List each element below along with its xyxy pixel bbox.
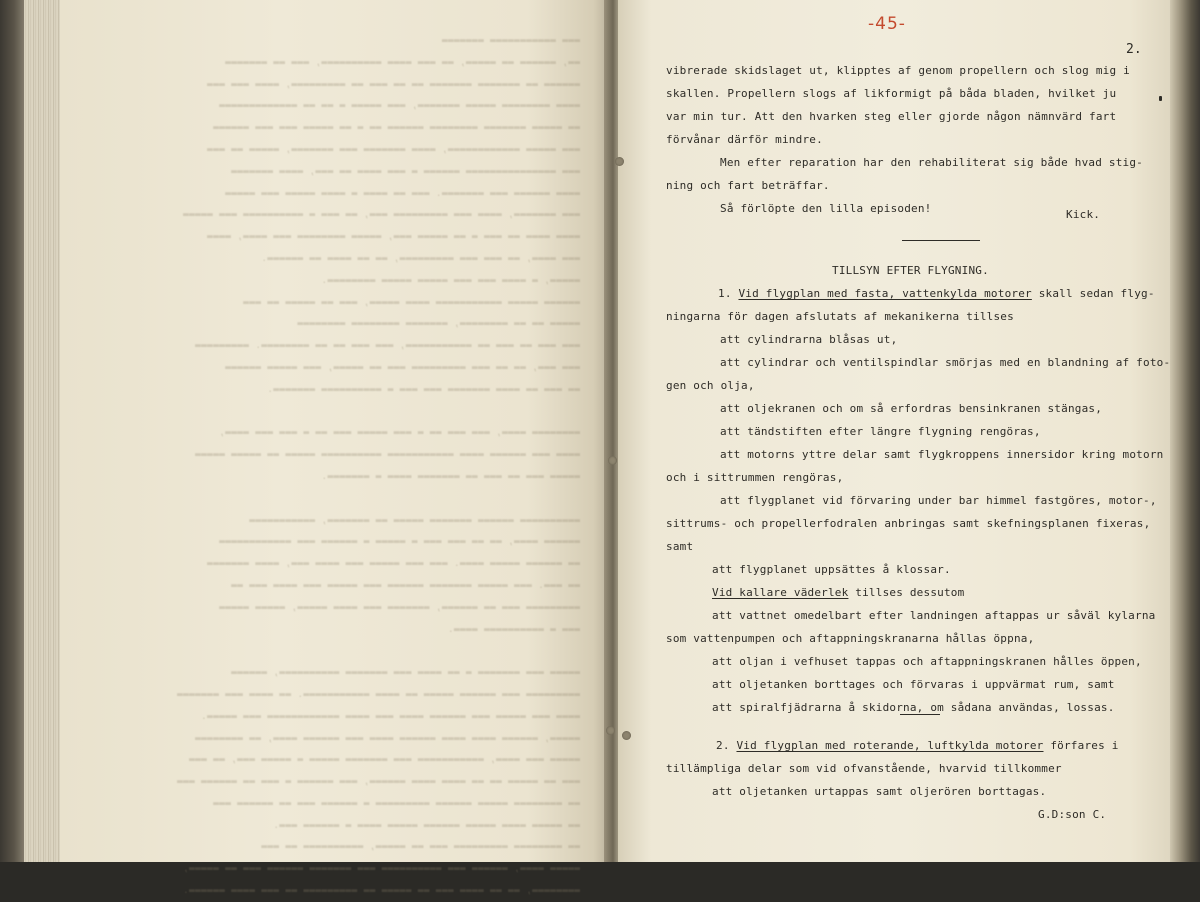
text-line: att cylindrar och ventilspindlar smörjas med en blandning af foto-	[720, 356, 1171, 369]
text-line: samt	[666, 540, 694, 553]
text-line: var min tur. Att den hvarken steg eller gjorde någon nämnvärd fart	[666, 110, 1117, 123]
binding-hole	[622, 731, 631, 740]
text-line: ningarna för dagen afslutats af mekanikerna tillses	[666, 310, 1014, 323]
text-line: att oljetanken urtappas samt oljerören borttagas.	[712, 785, 1047, 798]
item-1-heading-rest: skall sedan flyg-	[1038, 287, 1155, 300]
item-2-heading-line	[716, 739, 1119, 752]
text-line: som vattenpumpen och aftappningskranarna hållas öppna,	[666, 632, 1035, 645]
text-line: att oljan i vefhuset tappas och aftappningskranen hålles öppen,	[712, 655, 1142, 668]
handwritten-page-number: -45-	[868, 14, 906, 34]
cold-weather-heading-line	[712, 586, 964, 599]
item-1-heading: Vid flygplan med fasta, vattenkylda motorer	[738, 287, 1032, 300]
text-line: att cylindrarna blåsas ut,	[720, 333, 898, 346]
text-line: och i sittrummen rengöras,	[666, 471, 844, 484]
ink-speck	[1159, 96, 1162, 101]
text-line: vibrerade skidslaget ut, klipptes af genom propellern och slog mig i	[666, 64, 1130, 77]
text-line: att tändstiften efter längre flygning rengöras,	[720, 425, 1041, 438]
text-line: skallen. Propellern slogs af likformigt på båda bladen, hvilket ju	[666, 87, 1117, 100]
section-divider	[900, 714, 940, 715]
cold-weather-heading-rest: tillses dessutom	[855, 586, 965, 599]
item-1-heading-line	[718, 287, 1155, 300]
book-right-edge	[1170, 0, 1200, 862]
text-line: att oljetanken borttages och förvaras i uppvärmat rum, samt	[712, 678, 1115, 691]
item-2-heading: Vid flygplan med roterande, luftkylda motorer	[736, 739, 1044, 752]
typed-page-number: 2.	[1126, 42, 1142, 57]
item-1-number: 1.	[718, 287, 732, 300]
text-line: att flygplanet uppsättes å klossar.	[712, 563, 951, 576]
text-line: att motorns yttre delar samt flygkroppens innersidor kring motorn	[720, 448, 1164, 461]
binding-hole	[608, 456, 617, 465]
text-line: tillämpliga delar som vid ofvanstående, hvarvid tillkommer	[666, 762, 1062, 775]
text-line: gen och olja,	[666, 379, 755, 392]
text-line: sittrums- och propellerfodralen anbringas samt skefningsplanen fixeras,	[666, 517, 1151, 530]
text-line: att spiralfjädrarna å skidorna, om sådana användas, lossas.	[712, 701, 1115, 714]
cold-weather-heading: Vid kallare väderlek	[712, 586, 849, 599]
section-divider	[902, 240, 980, 241]
text-line: förvånar därför mindre.	[666, 133, 823, 146]
text-line: att flygplanet vid förvaring under bar himmel fastgöres, motor-,	[720, 494, 1157, 507]
binding-hole	[615, 157, 624, 166]
item-2-heading-rest: förfares i	[1050, 739, 1119, 752]
section-title: TILLSYN EFTER FLYGNING.	[832, 264, 989, 277]
text-line: att oljekranen och om så erfordras bensinkranen stängas,	[720, 402, 1103, 415]
text-line: Så förlöpte den lilla episoden!	[720, 202, 932, 215]
text-line: Men efter reparation har den rehabiliterat sig både hvad stig-	[720, 156, 1143, 169]
book-page-edges	[24, 0, 64, 862]
item-2-number: 2.	[716, 739, 730, 752]
text-line: ning och fart beträffar.	[666, 179, 830, 192]
signature-gdson: G.D:son C.	[1038, 808, 1107, 821]
text-line: att vattnet omedelbart efter landningen aftappas ur såväl kylarna	[712, 609, 1156, 622]
binding-hole	[606, 726, 615, 735]
signature-kick: Kick.	[1066, 208, 1101, 221]
left-page-bleedthrough: ▬▬▬ ▬▬▬▬▬▬▬▬▬▬▬ ▬▬▬▬▬▬▬ ▬▬, ▬▬▬▬▬▬ ▬▬ ▬▬▬▬▬, ▬▬ ▬▬▬ ▬▬▬▬ ▬▬▬▬▬▬▬▬▬▬, ▬▬▬ ▬▬ ▬▬▬▬▬▬▬ ▬▬▬▬▬▬ ▬▬ ▬▬▬▬▬▬▬ ▬▬▬▬▬▬▬ ▬▬ ▬▬ ▬▬▬ ▬▬ ▬▬▬▬▬▬▬▬▬, ▬▬▬▬ ▬▬▬ ▬▬▬ ▬▬▬▬ ▬▬▬▬▬▬▬▬ ▬▬▬▬▬ ▬▬▬▬▬▬▬, ▬▬▬ ▬▬▬▬▬ ▬ ▬▬ ▬▬ ▬▬▬▬▬▬▬▬▬▬▬▬▬ ▬▬ ▬▬▬▬▬ ▬▬▬▬▬▬▬ ▬▬▬▬▬▬▬▬ ▬▬▬▬▬▬ ▬▬ ▬ ▬▬ ▬▬▬▬▬ ▬▬▬ ▬▬▬ ▬▬▬▬▬▬ ▬▬▬ ▬▬▬▬▬ ▬▬▬▬▬▬▬▬▬▬▬▬, ▬▬▬▬ ▬▬▬▬▬▬▬ ▬▬▬ ▬▬▬▬▬▬▬, ▬▬▬▬▬ ▬▬ ▬▬▬ ▬▬▬ ▬▬▬▬▬▬▬▬▬▬▬▬▬▬▬ ▬▬▬▬▬▬ ▬ ▬▬▬ ▬▬▬▬ ▬▬ ▬▬▬, ▬▬▬▬ ▬▬▬▬▬▬▬ ▬▬▬▬ ▬▬▬▬▬▬ ▬▬▬ ▬▬▬▬▬▬▬. ▬▬▬ ▬▬ ▬▬▬▬ ▬ ▬▬▬▬ ▬▬▬▬▬ ▬▬▬ ▬▬▬▬▬ ▬▬▬ ▬▬▬▬▬▬▬, ▬▬▬▬ ▬▬▬ ▬▬▬▬▬▬▬▬▬ ▬▬▬, ▬▬ ▬▬▬ ▬ ▬▬▬▬▬▬▬▬▬▬ ▬▬▬ ▬▬▬▬▬ ▬▬▬▬ ▬▬▬▬ ▬▬ ▬▬▬ ▬ ▬▬ ▬▬▬▬▬ ▬▬▬, ▬▬▬▬▬ ▬▬▬▬▬▬▬▬ ▬▬▬ ▬▬▬▬, ▬▬▬▬ ▬▬▬ ▬▬▬▬, ▬▬ ▬▬▬ ▬▬▬ ▬▬▬▬▬▬▬▬▬, ▬▬ ▬▬ ▬▬▬▬ ▬▬ ▬▬▬▬▬▬. ▬▬▬▬▬, ▬ ▬▬▬▬ ▬▬▬ ▬▬▬ ▬▬▬▬▬ ▬▬▬▬▬ ▬▬▬▬▬▬▬▬. ▬▬▬▬▬▬ ▬▬▬▬▬ ▬▬▬▬▬▬▬▬▬▬▬ ▬▬▬▬ ▬▬▬▬▬, ▬▬▬ ▬▬ ▬▬▬▬▬ ▬▬ ▬▬▬ ▬▬▬▬▬ ▬▬ ▬▬ ▬▬▬▬▬▬▬▬, ▬▬▬▬▬▬▬ ▬▬▬▬▬▬▬▬ ▬▬▬▬▬▬▬▬ ▬▬▬ ▬▬▬ ▬▬ ▬▬▬ ▬▬ ▬▬▬▬▬▬▬▬▬▬▬, ▬▬▬ ▬▬▬ ▬▬ ▬▬ ▬▬▬▬▬▬▬▬. ▬▬▬▬▬▬▬▬▬ ▬▬▬ ▬▬▬, ▬▬ ▬▬ ▬▬▬ ▬▬▬▬▬▬▬▬▬ ▬▬▬ ▬▬ ▬▬▬▬▬, ▬▬▬ ▬▬▬▬▬ ▬▬▬▬▬▬ ▬▬ ▬▬▬ ▬▬ ▬▬▬▬ ▬▬▬▬▬▬▬ ▬▬▬ ▬▬▬ ▬ ▬▬▬▬▬▬▬▬▬▬ ▬▬▬▬▬▬▬. ▬▬▬▬▬▬▬▬ ▬▬▬▬, ▬▬▬ ▬▬▬ ▬▬ ▬ ▬▬▬ ▬▬▬▬▬ ▬▬▬ ▬▬ ▬ ▬▬▬ ▬▬▬ ▬▬▬▬, ▬▬▬▬ ▬▬▬ ▬▬▬▬▬▬ ▬▬▬▬ ▬▬▬▬▬▬▬▬▬▬▬ ▬▬▬▬▬▬▬▬▬▬ ▬▬▬▬▬ ▬▬ ▬▬▬▬▬ ▬▬▬▬▬ ▬▬▬▬▬ ▬▬▬ ▬▬ ▬▬▬ ▬▬ ▬▬▬▬▬▬▬ ▬▬▬▬ ▬ ▬▬▬▬▬▬▬. ▬▬▬▬▬▬▬▬▬▬ ▬▬▬▬▬▬ ▬▬▬▬▬▬▬ ▬▬▬▬▬ ▬▬ ▬▬▬▬▬▬▬, ▬▬▬▬▬▬▬▬▬▬▬ ▬▬▬▬▬▬ ▬▬▬▬, ▬▬ ▬▬ ▬▬▬ ▬▬▬ ▬ ▬▬▬▬▬ ▬ ▬▬▬▬▬▬ ▬▬▬ ▬▬▬▬▬▬▬▬▬▬▬▬ ▬▬ ▬▬▬▬▬▬ ▬▬▬▬▬ ▬▬▬▬. ▬▬▬ ▬▬▬ ▬▬▬▬▬ ▬▬▬ ▬▬▬▬ ▬▬▬, ▬▬▬▬ ▬▬▬▬▬▬▬ ▬▬ ▬▬▬. ▬▬▬ ▬▬▬▬▬ ▬▬▬▬▬▬▬ ▬▬▬▬▬▬ ▬▬▬ ▬▬▬▬▬ ▬▬▬ ▬▬▬▬ ▬▬▬ ▬▬ ▬▬▬▬▬▬▬▬▬ ▬▬▬ ▬▬ ▬▬▬▬▬▬, ▬▬▬▬▬▬▬ ▬▬▬ ▬▬▬▬ ▬▬▬▬▬, ▬▬▬▬▬ ▬▬▬▬▬ ▬▬▬ ▬ ▬▬▬▬▬▬▬▬▬▬ ▬▬▬▬. ▬▬▬▬▬ ▬▬▬ ▬▬▬▬▬▬▬ ▬ ▬▬ ▬▬▬▬ ▬▬▬ ▬▬▬▬▬▬▬ ▬▬▬▬▬▬▬▬▬▬, ▬▬▬▬▬▬ ▬▬▬▬▬▬▬▬▬ ▬▬▬ ▬▬▬▬▬▬ ▬▬▬▬▬ ▬▬ ▬▬▬▬ ▬▬▬▬▬▬▬▬▬▬▬. ▬▬ ▬▬▬▬ ▬▬▬ ▬▬▬▬▬▬▬ ▬▬▬▬ ▬▬▬ ▬▬▬▬▬ ▬▬▬ ▬▬▬▬▬▬ ▬▬▬▬ ▬▬▬ ▬▬▬▬ ▬▬▬▬▬▬▬▬▬▬▬▬ ▬▬▬ ▬▬▬▬▬. ▬▬▬▬▬, ▬▬▬▬▬▬ ▬▬▬▬ ▬▬▬▬ ▬▬▬▬▬▬ ▬▬▬▬ ▬▬▬ ▬▬▬▬▬▬ ▬▬▬▬, ▬▬ ▬▬▬▬▬▬▬▬ ▬▬▬▬▬ ▬▬▬ ▬▬▬▬, ▬▬▬▬▬▬▬▬▬▬▬ ▬▬▬ ▬▬▬▬▬▬▬ ▬▬▬▬▬ ▬ ▬▬▬▬▬ ▬▬▬, ▬▬ ▬▬▬ ▬▬▬ ▬▬ ▬▬▬▬▬ ▬▬ ▬▬ ▬▬▬▬ ▬▬▬▬ ▬▬▬▬▬▬, ▬▬▬ ▬▬▬▬▬▬ ▬ ▬▬▬ ▬▬ ▬▬▬▬▬▬ ▬▬▬ ▬▬ ▬▬▬▬▬▬▬▬ ▬▬▬▬▬ ▬▬▬▬▬▬ ▬▬▬▬▬▬▬▬▬ ▬ ▬▬▬▬▬▬ ▬▬▬ ▬▬ ▬▬▬▬▬▬ ▬▬▬ ▬▬ ▬▬▬▬▬ ▬▬▬▬ ▬▬▬▬▬ ▬▬▬▬▬▬ ▬▬▬▬▬ ▬▬▬▬ ▬ ▬▬▬▬▬▬ ▬▬▬. ▬▬ ▬▬▬▬▬▬▬▬ ▬▬▬▬▬▬▬▬▬ ▬▬▬ ▬▬ ▬▬▬▬▬, ▬▬▬▬▬▬▬▬▬▬ ▬▬ ▬▬▬ ▬▬▬▬▬ ▬▬▬▬, ▬▬▬▬▬▬ ▬▬▬ ▬▬▬▬▬▬▬▬▬▬ ▬▬▬ ▬▬▬▬▬▬▬ ▬▬▬▬▬▬ ▬▬▬ ▬▬ ▬▬▬▬▬, ▬▬▬▬▬▬▬▬, ▬▬ ▬▬ ▬▬▬▬ ▬▬▬ ▬▬ ▬▬▬▬▬ ▬▬ ▬▬▬▬▬▬▬▬▬ ▬▬ ▬▬▬ ▬▬▬▬ ▬▬▬▬▬▬.	[176, 35, 580, 897]
